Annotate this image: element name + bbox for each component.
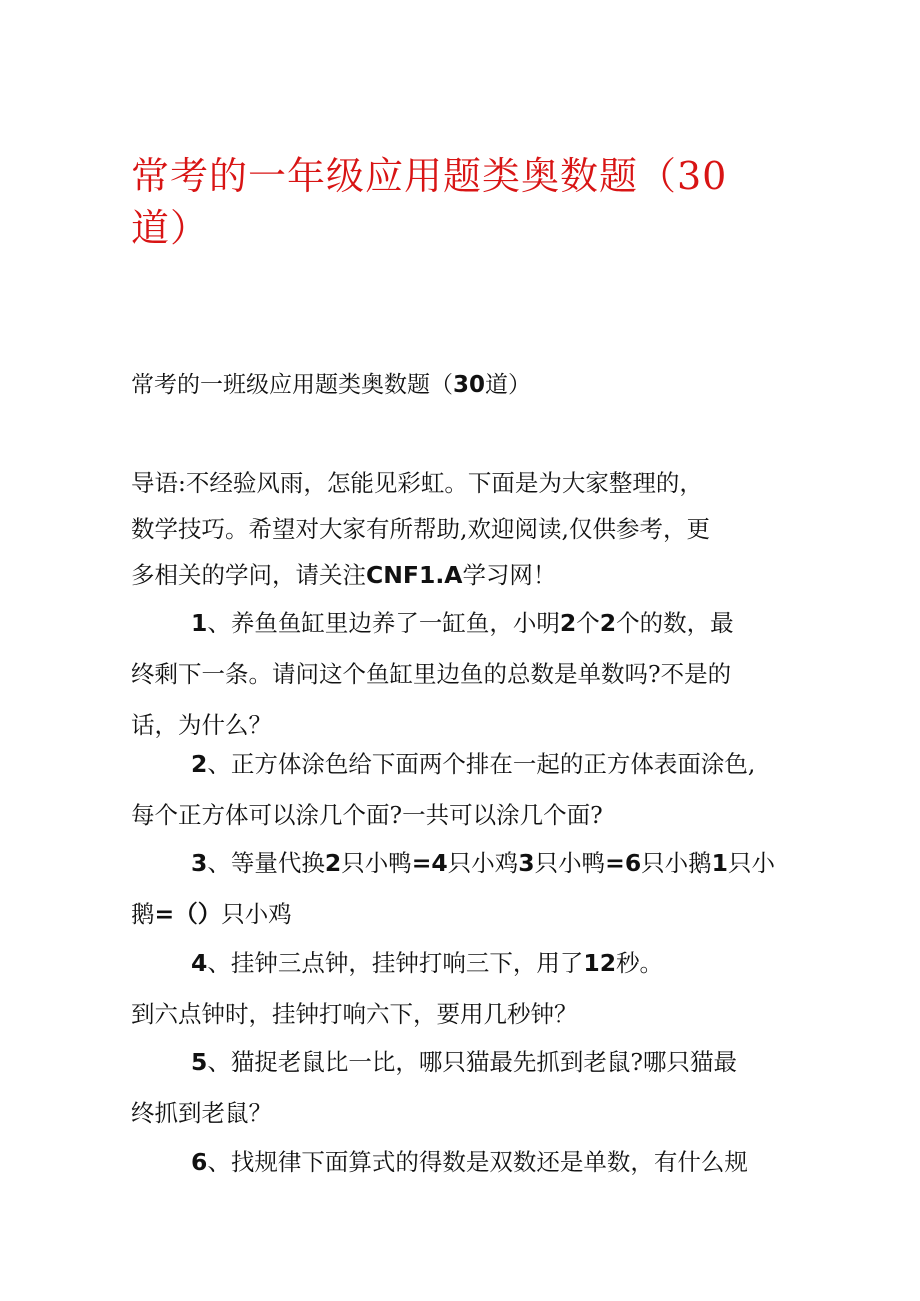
- title-line-1: 常考的一年级应用题类奥数题（30: [131, 154, 728, 198]
- document-title: [131, 150, 771, 254]
- question-1-n1: 2: [559, 609, 577, 637]
- question-3-number: 3: [191, 849, 208, 877]
- question-1-text-a: 、养鱼鱼缸里边养了一缸鱼，小明: [207, 609, 560, 637]
- question-4-line-1: [131, 938, 811, 989]
- question-3-text-e: 只小鹅: [641, 849, 712, 877]
- question-1-text-b: 个: [576, 609, 600, 637]
- question-3-line-2-b: 只小鸡: [221, 900, 292, 928]
- intro-paragraph: [131, 460, 803, 598]
- intro-line-3-suffix: 学习网！: [462, 561, 557, 589]
- question-3-line-2-a: 鹅: [131, 900, 155, 928]
- question-4: [131, 938, 811, 1040]
- question-4-text-b: 秒。: [616, 949, 664, 977]
- question-3-line-2: [131, 889, 811, 940]
- question-3-n2: =4: [411, 849, 448, 877]
- subtitle-prefix: 常考的一班级应用题类奥数题（: [131, 372, 453, 398]
- question-1-n2: 2: [599, 609, 617, 637]
- question-2-line-1: [131, 739, 811, 790]
- question-1-line-3: 话，为什么？: [131, 711, 272, 739]
- question-1-number: 1: [191, 609, 208, 637]
- intro-line-2: 数学技巧。希望对大家有所帮助,欢迎阅读,仅供参考，更: [131, 515, 710, 543]
- question-4-text-a: 、挂钟三点钟，挂钟打响三下，用了: [207, 949, 584, 977]
- question-1-line-1: [131, 598, 811, 649]
- question-4-n: 12: [583, 949, 617, 977]
- question-5-number: 5: [191, 1048, 208, 1076]
- question-2-line-2: 每个正方体可以涂几个面?一共可以涂几个面?: [131, 801, 603, 829]
- question-3-n1: 2: [324, 849, 342, 877]
- question-2-text-1: 、正方体涂色给下面两个排在一起的正方体表面涂色,: [207, 750, 756, 778]
- question-6-number: 6: [191, 1148, 208, 1176]
- intro-line-3-prefix: 多相关的学问，请关注: [131, 561, 366, 589]
- question-3-text-d: 只小鸭: [534, 849, 606, 877]
- question-1-line-2: 终剩下一条。请问这个鱼缸里边鱼的总数是单数吗?不是的: [131, 660, 732, 688]
- question-1: [131, 598, 811, 751]
- question-5-line-1: [131, 1037, 811, 1088]
- question-3-n3: 3: [518, 849, 535, 877]
- question-3-text-a: 、等量代换: [207, 849, 325, 877]
- intro-brand: CNF1.A: [366, 561, 463, 589]
- subtitle-suffix: 道）: [485, 372, 532, 398]
- question-3-line-2-n: =（）: [154, 900, 222, 928]
- question-3-text-f: 只小: [728, 849, 776, 877]
- question-2-number: 2: [191, 750, 208, 778]
- question-3-n5: 1: [711, 849, 729, 877]
- question-5: [131, 1037, 811, 1139]
- question-5-text-1: 、猫捉老鼠比一比，哪只猫最先抓到老鼠?哪只猫最: [207, 1048, 737, 1076]
- subtitle-number: 30: [453, 372, 486, 398]
- question-3-text-c: 只小鸡: [447, 849, 519, 877]
- question-3-text-b: 只小鸭: [341, 849, 412, 877]
- title-line-2: 道）: [131, 206, 210, 250]
- question-3-n4: =6: [605, 849, 642, 877]
- question-3: [131, 838, 811, 940]
- intro-line-1: 导语:不经验风雨，怎能见彩虹。下面是为大家整理的，: [131, 469, 703, 497]
- question-6: [131, 1137, 811, 1188]
- question-4-line-2: 到六点钟时，挂钟打响六下，要用几秒钟？: [131, 1000, 578, 1028]
- intro-line-3: [131, 552, 803, 598]
- question-3-line-1: [131, 838, 811, 889]
- question-6-line-1: [131, 1137, 811, 1188]
- document-subtitle: [131, 367, 531, 403]
- question-6-text-1: 、找规律下面算式的得数是双数还是单数，有什么规: [207, 1148, 748, 1176]
- question-2: [131, 739, 811, 841]
- question-4-number: 4: [191, 949, 208, 977]
- question-5-line-2: 终抓到老鼠？: [131, 1099, 272, 1127]
- question-1-text-c: 个的数，最: [616, 609, 734, 637]
